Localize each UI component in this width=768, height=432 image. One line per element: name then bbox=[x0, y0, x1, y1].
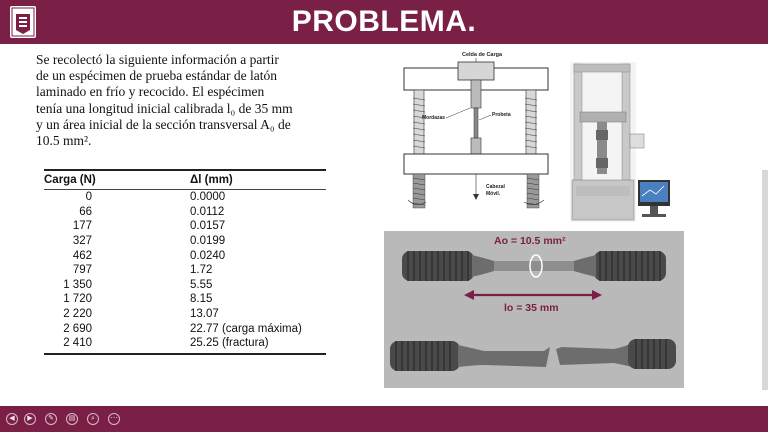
label-specimen: Probeta bbox=[492, 112, 511, 118]
problem-line: tenía una longitud inicial calibrada l₀ de 35 mm bbox=[36, 100, 293, 116]
label-grips: Mordazas bbox=[422, 115, 446, 121]
table-row bbox=[44, 321, 326, 336]
problem-line: 10.5 mm². bbox=[36, 133, 92, 149]
problem-line: Se recolectó la siguiente información a partir bbox=[36, 52, 279, 67]
cell-elongation: 0.0157 bbox=[190, 220, 226, 233]
cell-elongation: 0.0199 bbox=[190, 235, 226, 248]
cell-load: 0 bbox=[85, 191, 92, 204]
cell-elongation: 0.0000 bbox=[190, 191, 226, 204]
problem-line: de un espécimen de prueba estándar de latón bbox=[36, 68, 278, 84]
cell-load: 327 bbox=[72, 235, 92, 248]
problem-line: laminado en frío y recocido. El espécimen bbox=[36, 84, 265, 100]
label-load-cell: Celda de Carga bbox=[462, 52, 503, 58]
cell-load: 177 bbox=[72, 220, 92, 233]
table-row bbox=[44, 205, 326, 220]
adjacent-slide-edge bbox=[762, 170, 768, 390]
problem-statement bbox=[36, 52, 336, 149]
table-header bbox=[44, 171, 326, 189]
brass-specimen-photo bbox=[384, 231, 684, 388]
more-icon[interactable]: ⋯ bbox=[108, 413, 120, 425]
cell-elongation: 1.72 bbox=[190, 264, 213, 277]
tensile-machine-diagram bbox=[396, 48, 556, 210]
tensile-machine-photo bbox=[566, 62, 676, 222]
slides-icon[interactable]: ▤ bbox=[66, 413, 78, 425]
table-row bbox=[44, 292, 326, 307]
cell-elongation: 0.0112 bbox=[190, 205, 225, 218]
cell-load: 797 bbox=[72, 264, 92, 277]
pen-icon[interactable]: ✎ bbox=[45, 413, 57, 425]
cell-load: 1 720 bbox=[63, 293, 92, 306]
table-row bbox=[44, 248, 326, 263]
cell-elongation: 8.15 bbox=[190, 293, 213, 306]
cell-load: 2 410 bbox=[63, 337, 92, 350]
next-icon[interactable]: ▶ bbox=[24, 413, 36, 425]
table-row bbox=[44, 234, 326, 249]
label-initial-area: Ao = 10.5 mm² bbox=[494, 235, 566, 247]
load-elongation-table bbox=[44, 169, 326, 355]
label-crosshead: Cabezal bbox=[486, 184, 505, 190]
table-row bbox=[44, 219, 326, 234]
cell-elongation: 13.07 bbox=[190, 308, 219, 321]
table-row bbox=[44, 263, 326, 278]
cell-load: 2 690 bbox=[63, 322, 92, 335]
prev-icon[interactable]: ◀ bbox=[6, 413, 18, 425]
cell-load: 2 220 bbox=[63, 308, 92, 321]
column-header-elongation: Δl (mm) bbox=[190, 174, 233, 186]
cell-load: 462 bbox=[72, 249, 92, 262]
zoom-icon[interactable]: ⌕ bbox=[87, 413, 99, 425]
cell-elongation: 25.25 (fractura) bbox=[190, 337, 269, 350]
problem-line: y un área inicial de la sección transversal A₀ de bbox=[36, 116, 291, 132]
table-row bbox=[44, 336, 326, 351]
table-row bbox=[44, 307, 326, 322]
cell-load: 1 350 bbox=[63, 278, 92, 291]
column-header-load: Carga (N) bbox=[44, 174, 96, 186]
table-rule bbox=[44, 353, 326, 355]
cell-elongation: 22.77 (carga máxima) bbox=[190, 322, 302, 335]
label-gauge-length: lo = 35 mm bbox=[504, 302, 559, 314]
cell-elongation: 5.55 bbox=[190, 278, 213, 291]
table-row bbox=[44, 190, 326, 205]
page-title: PROBLEMA. bbox=[291, 5, 477, 38]
cell-load: 66 bbox=[79, 205, 92, 218]
table-row bbox=[44, 278, 326, 293]
label-crosshead-mobile: Móvil. bbox=[486, 191, 501, 197]
cell-elongation: 0.0240 bbox=[190, 249, 226, 262]
